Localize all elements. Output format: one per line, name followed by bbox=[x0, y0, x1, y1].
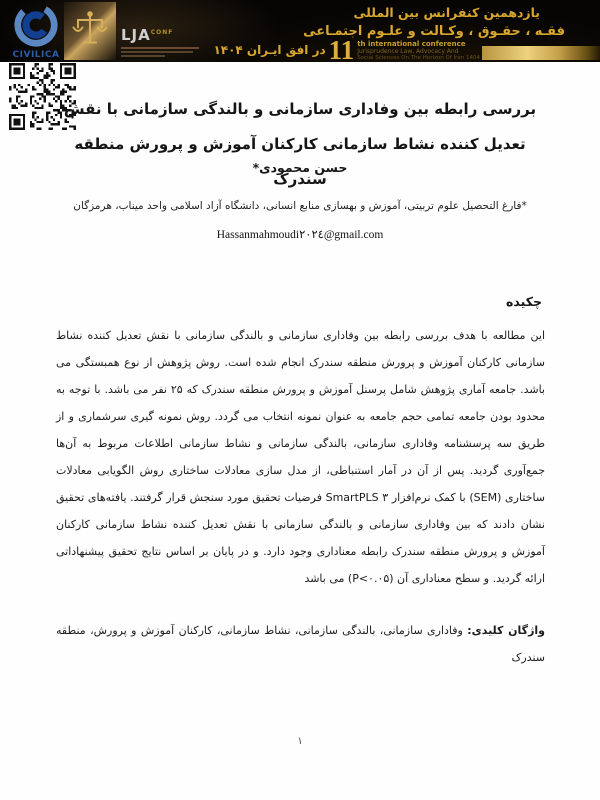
conference-subtitle-fa: فقـه ، حقـوق ، وکـالت و علـوم اجتمـاعی bbox=[303, 24, 565, 39]
scales-of-justice-icon bbox=[72, 8, 108, 54]
conference-number: 11 bbox=[328, 35, 355, 65]
conference-edition-row bbox=[213, 35, 480, 65]
author-email: Hassanmahmoudi٢٠٢٤@gmail.com bbox=[216, 229, 384, 241]
paper-title: بررسی رابطه بین وفاداری سازمانی و بالندگی سازمانی با نقش تعدیل کننده نشاط سازمانی کارکنان آموزش و پرورش منطقه سندرک bbox=[63, 100, 537, 188]
author-name: حسن محمودی* bbox=[252, 160, 348, 175]
author-affiliation: *فارغ التحصیل علوم تربیتی، آموزش و بهسازی منابع انسانی، دانشگاه آزاد اسلامی واحد میناب، هرمزگان bbox=[73, 200, 527, 212]
lja-label: LJA bbox=[121, 26, 151, 44]
conference-title-fa: یازدهمین کنفرانس بین المللی bbox=[353, 5, 540, 20]
lja-wordmark bbox=[121, 26, 173, 44]
keywords-label: واژگان کلیدی: bbox=[467, 624, 546, 637]
page-number: ۱ bbox=[297, 736, 303, 747]
abstract-block bbox=[56, 322, 545, 671]
keywords-text: وفاداری سازمانی، بالندگی سازمانی، نشاط سازمانی، کارکنان آموزش و پرورش، منطقه سندرک bbox=[56, 624, 545, 664]
conference-en-line2: Jurisprudence Law, Advocacy And bbox=[357, 48, 459, 55]
conference-en-line3: Social Sciences On The Horizon Of Iran 1404 bbox=[357, 55, 480, 61]
conference-title-en bbox=[357, 40, 480, 61]
conference-horizon-fa: در افق ایـران ۱۴۰۴ bbox=[213, 43, 326, 57]
gold-gradient-bar bbox=[482, 46, 600, 60]
lja-tagline-lines bbox=[121, 45, 201, 59]
lja-conf-label: CONF bbox=[150, 29, 174, 36]
lja-logo-tile bbox=[64, 2, 116, 60]
civilica-logo bbox=[8, 2, 64, 60]
civilica-label: CIVILICA bbox=[12, 50, 60, 60]
abstract-heading: چکیده bbox=[506, 294, 542, 309]
conference-en-line1: th international conference bbox=[357, 40, 466, 48]
abstract-text: این مطالعه با هدف بررسی رابطه بین وفاداری سازمانی و بالندگی سازمانی با نقش تعدیل کننده نشاط سازمانی کارکنان آموزش و پرورش منطقه سندرک انجام شده است. روش پژوهش از نوع همبستگی می باشد. جامعه آماری پژوهش شامل پرسنل آموزش و پرورش منطقه سندرک که ۲۵ نفر می باشد. با توجه به محدود بودن جامعه تمامی حجم جامعه به عنوان نمونه انتخاب می گردد. روش نمونه گیری سرشماری و از طریق سه پرسشنامه وفاداری سازمانی، بالندگی سازمانی و نشاط سازمانی اطلاعات مربوط به آن‌ها جمع‌آوری گردید. پس از آن در آمار استنباطی، از مدل سازی معادلات ساختاری روش الگویابی معادلات ساختاری (SEM) با کمک نرم‌افزار ۳ SmartPLS فرضیات تحقیق مورد سنجش قرار گرفتند. یافته‌های تحقیق نشان دادند که بین وفاداری سازمانی و بالندگی سازمانی با نقش تعدیل کننده نشاط سازمانی کارکنان آموزش و پرورش منطقه سندرک رابطه معناداری وجود دارد. و در پایان بر اساس نتایج تحقیق پیشنهاداتی ارائه گردید. و سطح معناداری آن ‪(P<۰.۰۵)‬ می باشد bbox=[56, 329, 546, 585]
conference-banner bbox=[0, 0, 600, 65]
keywords-line bbox=[56, 617, 545, 671]
